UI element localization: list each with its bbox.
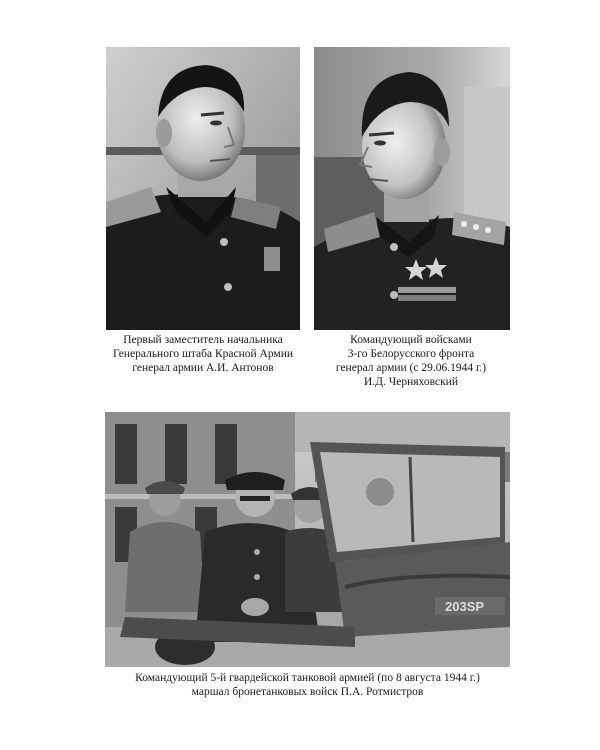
caption-line: генерал армии (с 29.06.1944 г.) bbox=[335, 362, 487, 374]
photo-caption bbox=[306, 333, 516, 389]
caption-line: Командующий 5-й гвардейской танковой армией (по 8 августа 1944 г.) bbox=[135, 672, 480, 684]
caption-line: генерал армии А.И. Антонов bbox=[132, 362, 274, 374]
caption-line: Первый заместитель начальника bbox=[123, 334, 283, 346]
group-photo-image bbox=[105, 412, 510, 667]
portrait-photo-chernyakhovsky bbox=[314, 47, 510, 330]
caption-line: 3-го Белорусского фронта bbox=[347, 348, 475, 360]
caption-line: И.Д. Черняховский bbox=[364, 376, 458, 388]
vehicle-plate-number: 203SP bbox=[445, 599, 485, 614]
caption-line: маршал бронетанковых войск П.А. Ротмистров bbox=[191, 686, 424, 698]
group-photo-rotmistrov-jeep bbox=[105, 412, 510, 667]
caption-line: Командующий войсками bbox=[350, 334, 472, 346]
caption-line: Генерального штаба Красной Армии bbox=[112, 348, 294, 360]
photo-caption bbox=[100, 333, 306, 375]
portrait-photo-antonov bbox=[106, 47, 300, 330]
portrait-image bbox=[106, 47, 300, 330]
photo-caption bbox=[100, 671, 515, 699]
portrait-image bbox=[314, 47, 510, 330]
